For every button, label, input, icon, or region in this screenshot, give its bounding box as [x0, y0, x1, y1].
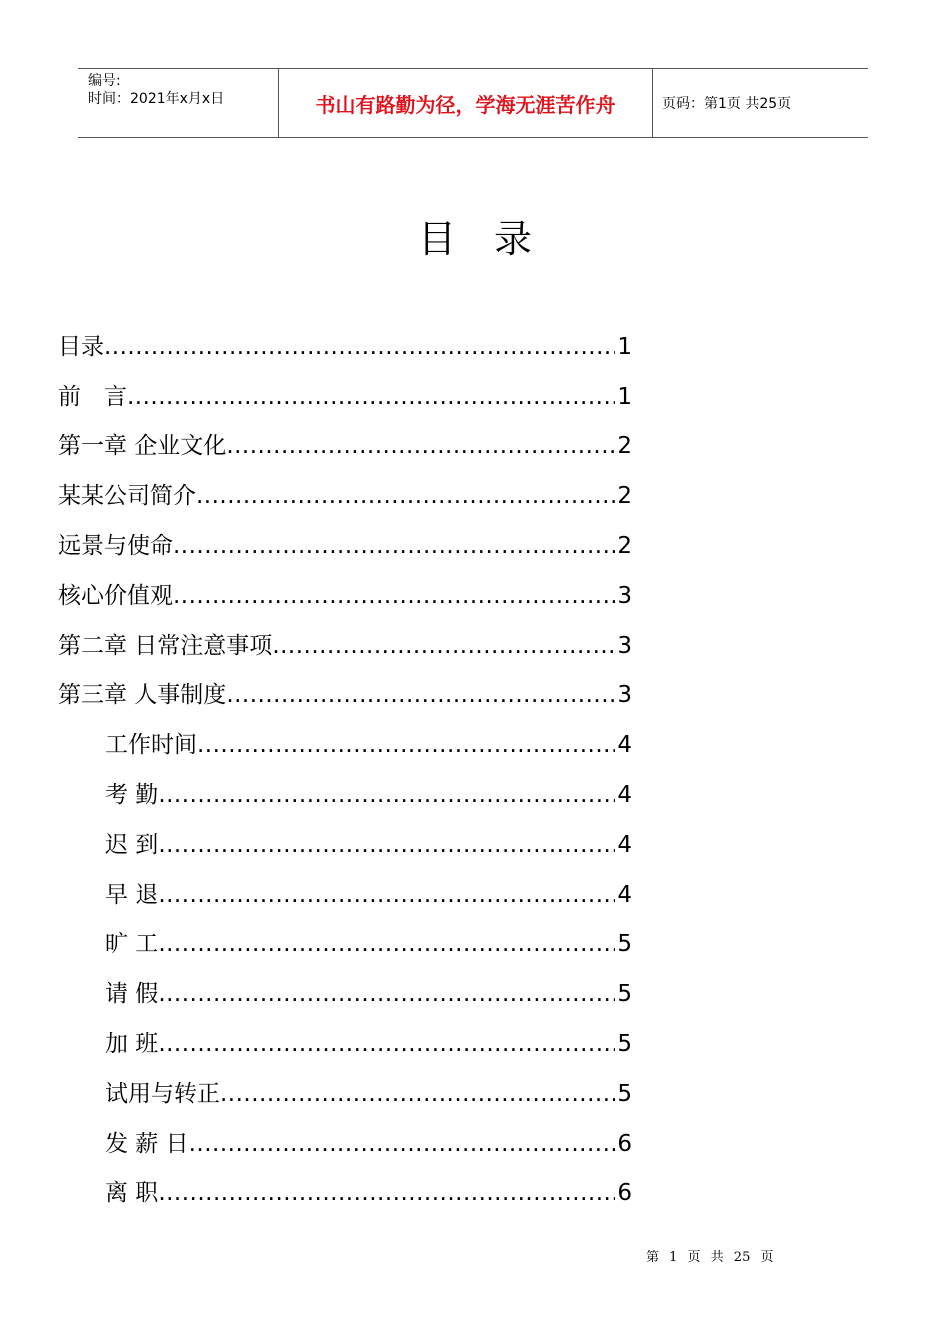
table-of-contents [58, 312, 632, 1208]
toc-leader-dots [158, 830, 615, 860]
toc-leader-dots [220, 1079, 615, 1109]
header-page-info: 页码：第1页 共25页 [662, 96, 792, 112]
toc-leader-dots [173, 581, 615, 611]
toc-entry-label: 离 职 [105, 1180, 159, 1207]
document-header [78, 68, 868, 138]
toc-leader-dots [158, 780, 615, 810]
toc-leader-dots [272, 631, 615, 661]
toc-entry[interactable] [58, 860, 632, 910]
toc-entry-page: 3 [617, 632, 632, 659]
toc-leader-dots [104, 332, 615, 362]
toc-entry-label: 加 班 [105, 1030, 159, 1057]
toc-entry-label: 旷 工 [105, 931, 159, 958]
header-motto-cell [279, 69, 653, 137]
toc-entry-label: 第三章 人事制度 [58, 682, 227, 709]
toc-entry[interactable] [58, 511, 632, 561]
toc-entry-page: 6 [617, 1180, 632, 1207]
header-motto: 书山有路勤为径，学海无涯苦作舟 [315, 92, 616, 117]
toc-entry-page: 6 [617, 1130, 632, 1157]
toc-leader-dots [226, 431, 615, 461]
toc-entry[interactable] [58, 959, 632, 1009]
toc-leader-dots [127, 382, 615, 412]
toc-entry[interactable] [58, 1009, 632, 1059]
toc-entry-label: 试用与转正 [105, 1080, 220, 1107]
toc-entry[interactable] [58, 362, 632, 412]
toc-entry-page: 1 [617, 333, 632, 360]
toc-entry-page: 2 [617, 433, 632, 460]
toc-entry-label: 早 退 [105, 881, 159, 908]
toc-entry-page: 5 [617, 981, 632, 1008]
toc-entry-page: 3 [617, 582, 632, 609]
toc-entry-label: 发 薪 日 [105, 1130, 189, 1157]
toc-entry-label: 核心价值观 [58, 582, 173, 609]
toc-entry[interactable] [58, 810, 632, 860]
toc-entry[interactable] [58, 710, 632, 760]
toc-entry-label: 某某公司简介 [58, 483, 196, 510]
toc-leader-dots [196, 481, 615, 511]
number-label: 编号: [88, 73, 121, 89]
header-meta [78, 69, 279, 137]
toc-leader-dots [158, 979, 615, 1009]
toc-entry[interactable] [58, 611, 632, 661]
toc-entry[interactable] [58, 1109, 632, 1159]
toc-entry-page: 5 [617, 1080, 632, 1107]
toc-entry-label: 工作时间 [105, 732, 197, 759]
toc-entry-page: 2 [617, 483, 632, 510]
toc-entry-page: 1 [617, 383, 632, 410]
page-title: 目录 [417, 217, 570, 261]
toc-entry-page: 3 [617, 682, 632, 709]
toc-leader-dots [189, 1129, 616, 1159]
toc-entry[interactable] [58, 312, 632, 362]
toc-leader-dots [226, 680, 615, 710]
toc-leader-dots [158, 880, 615, 910]
toc-entry-label: 考 勤 [105, 781, 159, 808]
toc-entry[interactable] [58, 461, 632, 511]
page-footer: 第 1 页 共 25 页 [646, 1250, 774, 1265]
toc-entry-label: 迟 到 [105, 831, 159, 858]
toc-leader-dots [158, 929, 615, 959]
toc-leader-dots [197, 730, 615, 760]
toc-entry-label: 第二章 日常注意事项 [58, 632, 273, 659]
toc-entry-label: 远景与使命 [58, 532, 173, 559]
toc-entry-page: 5 [617, 1030, 632, 1057]
toc-entry[interactable] [58, 910, 632, 960]
date-label: 时间：2021年x月x日 [88, 91, 225, 107]
toc-entry-label: 请 假 [105, 981, 159, 1008]
toc-entry[interactable] [58, 561, 632, 611]
toc-entry-label: 目录 [58, 333, 104, 360]
toc-leader-dots [173, 531, 615, 561]
toc-leader-dots [158, 1178, 615, 1208]
toc-entry-label: 前 言 [58, 383, 127, 410]
toc-entry-page: 4 [617, 881, 632, 908]
toc-entry[interactable] [58, 760, 632, 810]
toc-entry-page: 4 [617, 732, 632, 759]
toc-entry[interactable] [58, 1159, 632, 1209]
toc-entry-page: 5 [617, 931, 632, 958]
toc-entry-page: 4 [617, 831, 632, 858]
toc-entry-page: 2 [617, 532, 632, 559]
toc-entry-label: 第一章 企业文化 [58, 433, 227, 460]
toc-entry-page: 4 [617, 781, 632, 808]
toc-entry[interactable] [58, 661, 632, 711]
toc-entry[interactable] [58, 412, 632, 462]
toc-entry[interactable] [58, 1059, 632, 1109]
toc-leader-dots [158, 1029, 615, 1059]
